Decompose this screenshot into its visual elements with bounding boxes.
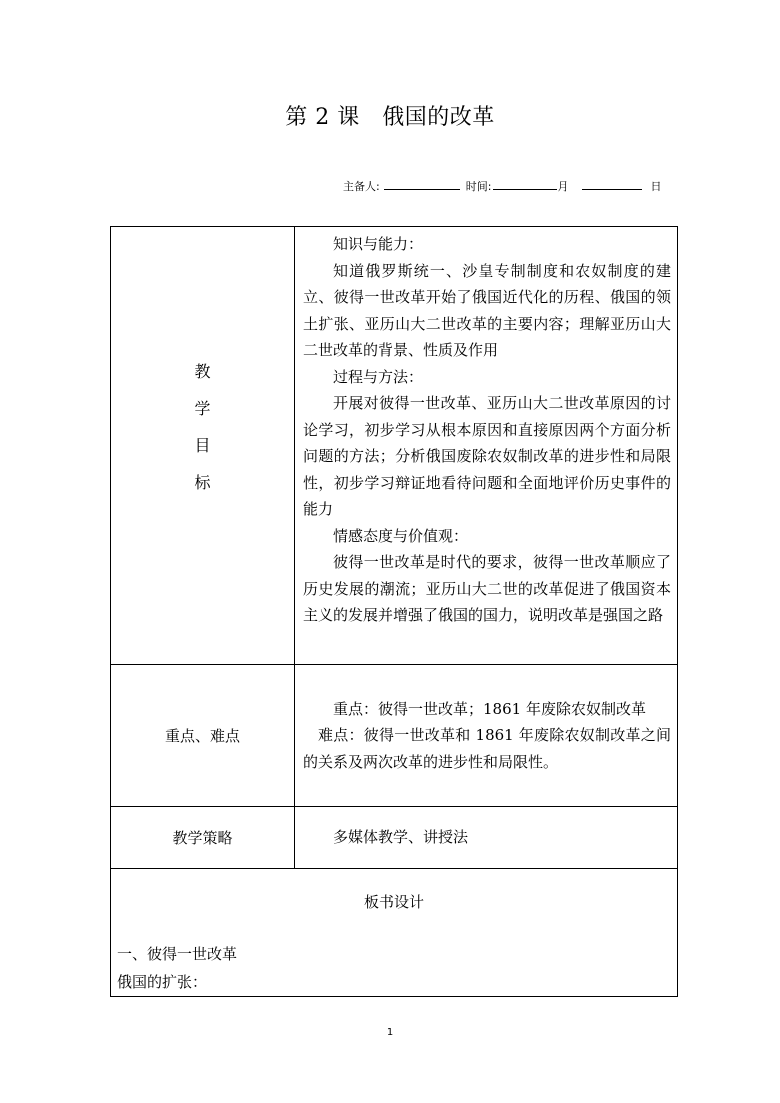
objective-text: 知道俄罗斯统一、沙皇专制制度和农奴制度的建立、彼得一世改革开始了俄国近代化的历程、俄国的领土扩张、亚历山大二世改革的主要内容；理解亚历山大二世改革的背景、性质及作用 bbox=[303, 261, 671, 359]
objectives-label-char: 目 bbox=[194, 436, 211, 455]
objective-heading: 过程与方法： bbox=[333, 367, 424, 386]
objectives-label-char: 学 bbox=[194, 399, 211, 418]
time-label: 时间: bbox=[465, 180, 492, 193]
objective-text: 彼得一世改革是时代的要求，彼得一世改革顺应了历史发展的潮流；亚历山大二世的改革促进了俄国资本主义的发展并增强了俄国的国力，说明改革是强国之路 bbox=[303, 553, 671, 624]
day-blank bbox=[582, 179, 642, 190]
objectives-content bbox=[295, 227, 677, 629]
strategy-row bbox=[111, 807, 678, 869]
objectives-row bbox=[111, 227, 678, 665]
key-points-content-cell bbox=[295, 665, 678, 807]
page-title: 第 2 课 俄国的改革 bbox=[285, 105, 495, 130]
preparer-blank bbox=[384, 179, 460, 190]
preparer-label: 主备人: bbox=[343, 180, 380, 193]
strategy-value: 多媒体教学、讲授法 bbox=[333, 828, 469, 847]
page-number: 1 bbox=[386, 1027, 394, 1038]
month-label: 月 bbox=[557, 180, 569, 193]
key-points-row bbox=[111, 665, 678, 807]
board-line: 一、彼得一世改革 bbox=[117, 945, 238, 963]
board-row bbox=[111, 869, 678, 997]
strategy-content bbox=[295, 824, 677, 851]
objective-heading: 知识与能力： bbox=[333, 235, 424, 253]
board-line: 俄国的扩张： bbox=[117, 973, 208, 991]
objectives-label-char: 教 bbox=[194, 362, 211, 381]
focus-text: 重点：彼得一世改革；1861 年废除农奴制改革 bbox=[333, 699, 646, 718]
strategy-label: 教学策略 bbox=[111, 807, 295, 869]
strategy-content-cell bbox=[295, 807, 678, 869]
meta-line bbox=[343, 178, 661, 194]
objective-heading: 情感态度与价值观： bbox=[333, 526, 469, 545]
key-points-label: 重点、难点 bbox=[111, 665, 295, 807]
difficulty-text: 难点：彼得一世改革和 1861 年废除农奴制改革之间的关系及两次改革的进步性和局限性。 bbox=[303, 726, 671, 771]
day-label: 日 bbox=[650, 180, 662, 193]
lesson-plan-table bbox=[110, 226, 678, 997]
objectives-label-cell bbox=[111, 227, 295, 665]
key-points-content bbox=[295, 696, 677, 776]
objectives-content-cell bbox=[295, 227, 678, 665]
time-blank bbox=[493, 179, 557, 190]
objectives-label-char: 标 bbox=[194, 473, 211, 492]
objectives-label bbox=[111, 227, 294, 501]
board-cell bbox=[111, 869, 678, 997]
objective-text: 开展对彼得一世改革、亚历山大二世改革原因的讨论学习，初步学习从根本原因和直接原因两个方面分析问题的方法；分析俄国废除农奴制改革的进步性和局限性，初步学习辩证地看待问题和全面地评价历史事件的能力 bbox=[303, 394, 671, 518]
board-title: 板书设计 bbox=[363, 893, 424, 911]
